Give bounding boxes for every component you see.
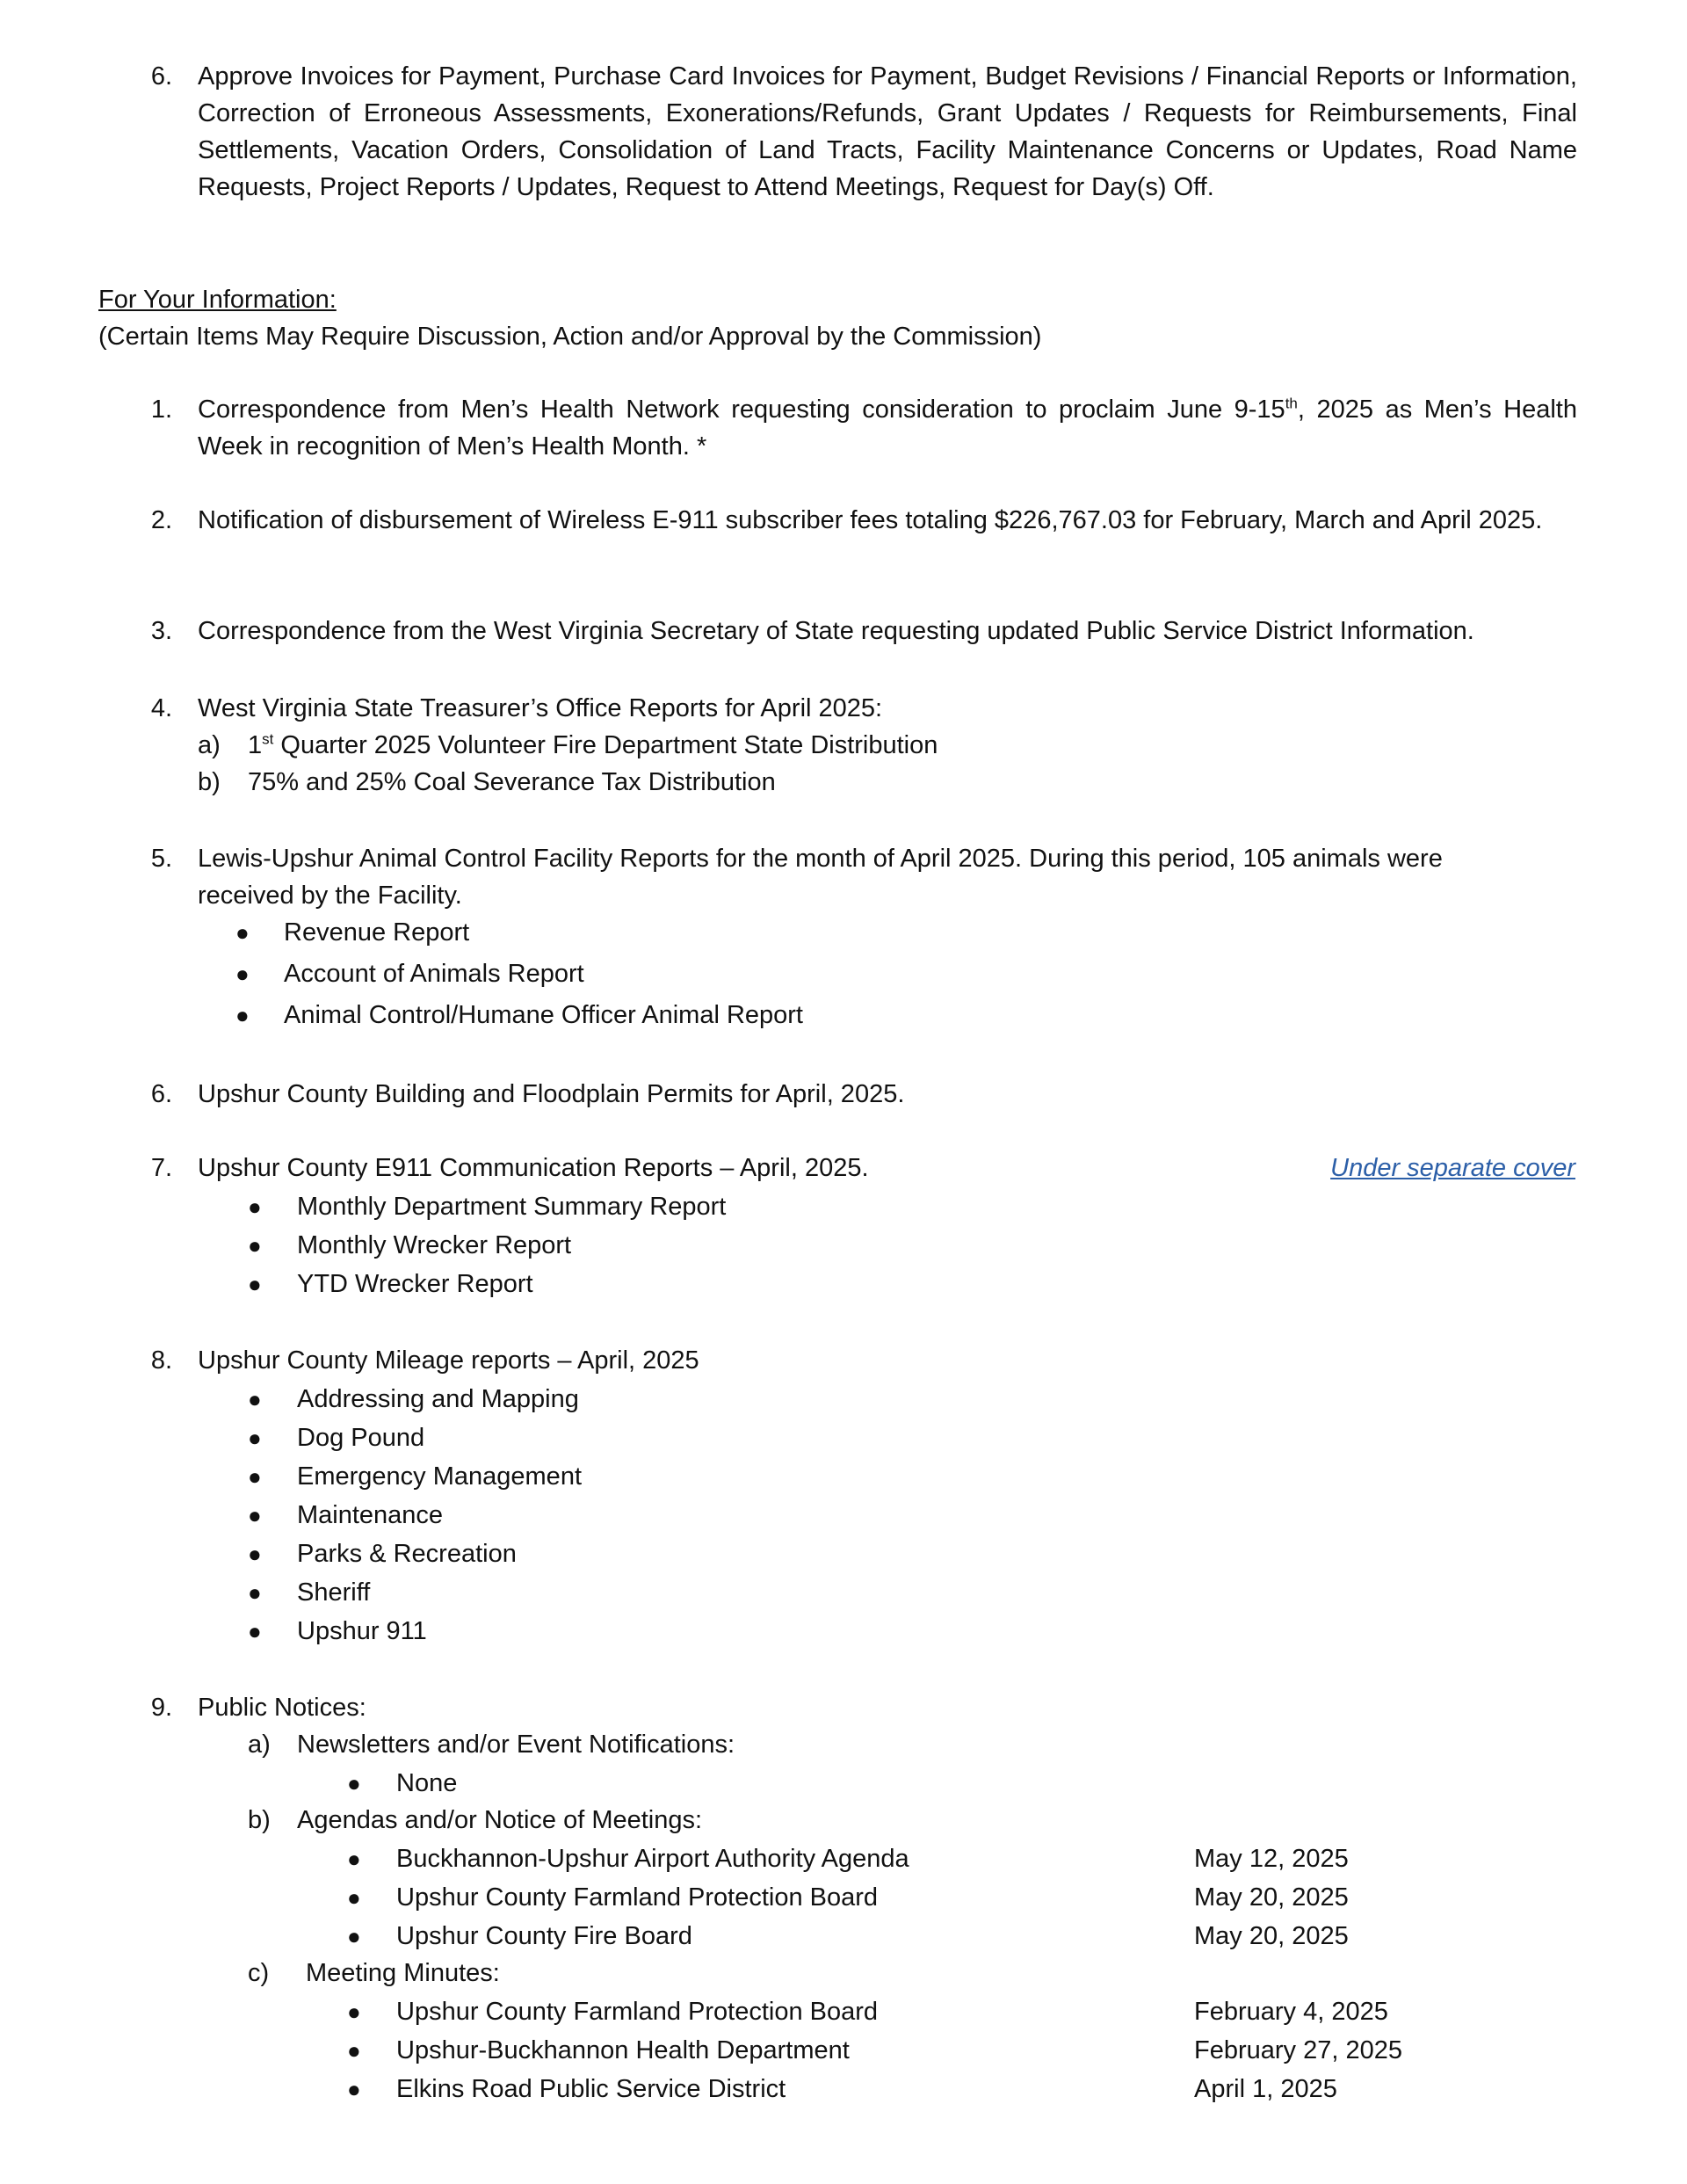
item-text-line: Lewis-Upshur Animal Control Facility Reports for the month of April 2025. During this period, 105 animals were: [198, 845, 1443, 873]
item-text: Upshur County E911 Communication Reports – April, 2025.: [198, 1154, 869, 1182]
bullet-item: Parks & Recreation: [297, 1540, 517, 1568]
bullet-icon: ●: [248, 1425, 262, 1451]
meeting-date: April 1, 2025: [1194, 2075, 1337, 2103]
bullet-item: YTD Wrecker Report: [297, 1270, 533, 1298]
sub-item-text: Agendas and/or Notice of Meetings:: [297, 1806, 703, 1834]
bullet-icon: ●: [235, 919, 250, 946]
item-text: Correspondence from Men’s Health Network requesting consideration to proclaim June 9-15th, 2025 as Men’s Health Week in recognition of Men’s Health Month. *: [198, 395, 1577, 461]
bullet-icon: ●: [347, 1884, 361, 1911]
item-number: 5.: [150, 845, 172, 873]
bullet-icon: ●: [347, 2076, 361, 2102]
item-text: Public Notices:: [198, 1694, 366, 1722]
meeting-date: May 12, 2025: [1194, 1845, 1349, 1873]
meeting-date: May 20, 2025: [1194, 1883, 1349, 1912]
bullet-icon: ●: [248, 1271, 262, 1297]
bullet-item: Revenue Report: [284, 918, 470, 947]
bullet-icon: ●: [248, 1579, 262, 1606]
item-number: 4.: [150, 694, 172, 722]
bullet-icon: ●: [248, 1541, 262, 1567]
sub-label: a): [248, 1731, 271, 1759]
bullet-icon: ●: [248, 1502, 262, 1528]
bullet-item: Sheriff: [297, 1578, 371, 1607]
item-number: 3.: [150, 617, 172, 645]
bullet-icon: ●: [347, 1923, 361, 1949]
item-number: 9.: [150, 1694, 172, 1722]
sub-label: a): [198, 731, 221, 759]
bullet-icon: ●: [248, 1232, 262, 1259]
item-text: West Virginia State Treasurer’s Office Reports for April 2025:: [198, 694, 883, 722]
meeting-name: Elkins Road Public Service District: [396, 2075, 786, 2103]
meeting-name: Buckhannon-Upshur Airport Authority Agenda: [396, 1845, 909, 1873]
bullet-item: Upshur 911: [297, 1617, 427, 1645]
item-number: 6.: [150, 1080, 172, 1108]
sub-item-text: 75% and 25% Coal Severance Tax Distribution: [248, 768, 776, 796]
meeting-date: May 20, 2025: [1194, 1922, 1349, 1950]
bullet-item: None: [396, 1769, 458, 1797]
under-separate-cover-link[interactable]: Under separate cover: [1330, 1154, 1575, 1182]
item-number: 2.: [150, 506, 172, 534]
sub-label: b): [248, 1806, 271, 1834]
sub-label: c): [248, 1959, 270, 1987]
item-number: 1.: [150, 395, 172, 424]
bullet-item: Account of Animals Report: [284, 960, 584, 988]
bullet-item: Maintenance: [297, 1501, 444, 1529]
bullet-icon: ●: [248, 1463, 262, 1490]
meeting-name: Upshur County Farmland Protection Board: [396, 1998, 879, 2026]
bullet-icon: ●: [248, 1386, 262, 1412]
bullet-item: Addressing and Mapping: [297, 1385, 579, 1413]
item-number: 6.: [150, 62, 172, 91]
sub-label: b): [198, 768, 221, 796]
sub-item-text: 1st Quarter 2025 Volunteer Fire Department State Distribution: [248, 730, 938, 759]
section-subheading: (Certain Items May Require Discussion, Action and/or Approval by the Commission): [98, 323, 1042, 351]
item-number: 8.: [150, 1346, 172, 1375]
bullet-item: Emergency Management: [297, 1462, 582, 1491]
item-number: 7.: [150, 1154, 172, 1182]
bullet-icon: ●: [248, 1194, 262, 1220]
meeting-date: February 27, 2025: [1194, 2036, 1402, 2064]
item-text-line: received by the Facility.: [198, 882, 462, 910]
meeting-name: Upshur County Farmland Protection Board: [396, 1883, 879, 1912]
bullet-item: Monthly Wrecker Report: [297, 1231, 572, 1259]
bullet-icon: ●: [347, 2037, 361, 2064]
meeting-name: Upshur County Fire Board: [396, 1922, 692, 1950]
bullet-icon: ●: [248, 1618, 262, 1644]
bullet-icon: ●: [235, 1002, 250, 1028]
bullet-icon: ●: [235, 961, 250, 987]
section-heading: For Your Information:: [98, 286, 337, 314]
bullet-icon: ●: [347, 1999, 361, 2025]
bullet-item: Dog Pound: [297, 1424, 425, 1452]
item-text: Correspondence from the West Virginia Secretary of State requesting updated Public Service District Information.: [198, 617, 1474, 645]
meeting-name: Upshur-Buckhannon Health Department: [396, 2036, 850, 2064]
meeting-date: February 4, 2025: [1194, 1998, 1388, 2026]
item-text: Approve Invoices for Payment, Purchase Card Invoices for Payment, Budget Revisions / Financial Reports or Information, Correction of Erroneous Assessments, Exonerations/Refunds, Grant Updates / Requests for Reimbursements, Final Settlements, Vacation Orders, Consolidation of Land Tracts, Facility Maintenance Concerns or Updates, Road Name Requests, Project Reports / Updates, Request to Attend Meetings, Request for Day(s) Off.: [198, 62, 1577, 201]
bullet-icon: ●: [347, 1846, 361, 1872]
sub-item-text: Newsletters and/or Event Notifications:: [297, 1731, 735, 1759]
item-text: Notification of disbursement of Wireless E-911 subscriber fees totaling $226,767.03 for February, March and April 2025.: [198, 506, 1543, 534]
sub-item-text: Meeting Minutes:: [306, 1959, 500, 1987]
bullet-item: Monthly Department Summary Report: [297, 1193, 727, 1221]
bullet-item: Animal Control/Humane Officer Animal Report: [284, 1001, 803, 1029]
item-text: Upshur County Building and Floodplain Permits for April, 2025.: [198, 1080, 905, 1108]
item-text: Upshur County Mileage reports – April, 2025: [198, 1346, 699, 1375]
bullet-icon: ●: [347, 1770, 361, 1796]
